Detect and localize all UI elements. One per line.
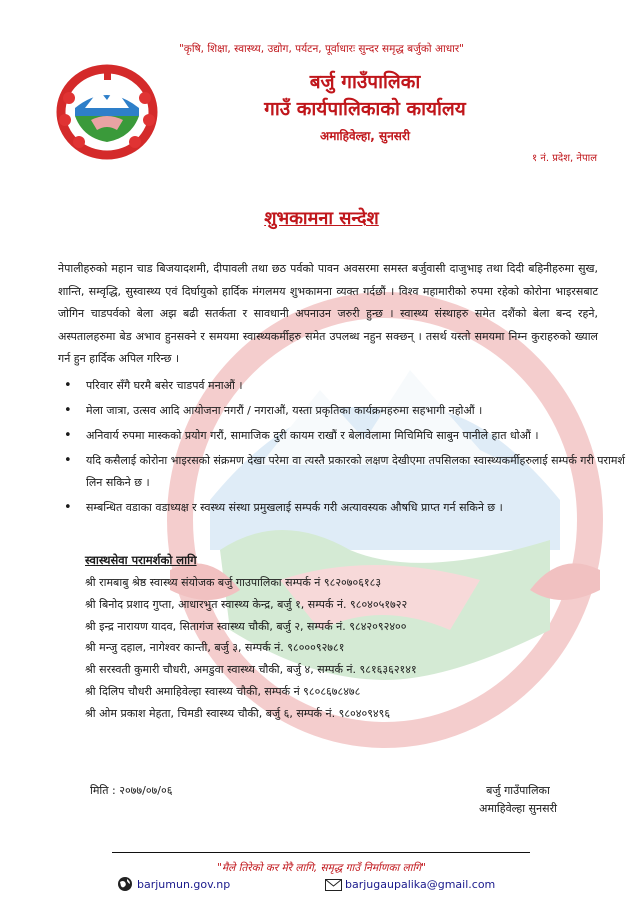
- globe-icon: [117, 876, 133, 892]
- contact-item: श्री बिनोद प्रशाद गुप्ता, आधारभुत स्वास्थ्य केन्द्र, बर्जु १, सम्पर्क नं. ९८०४०५१७२२: [85, 597, 408, 611]
- mail-icon: [325, 879, 342, 891]
- intro-paragraph: नेपालीहरुको महान चाड बिजयादशमी, दीपावली तथा छठ पर्वको पावन अवसरमा समस्त बर्जुवासी दाजुभाइ तथा दिदी बहिनीहरुमा सुख, शान्ति, सम्वृद्धि, सुस्वास्थ्य एवं दिर्घायुको हार्दिक मंगलमय शुभकामना व्यक्त गर्दछौं । विश्व महामारीको रुपमा रहेको कोरोना भाइरसबाट जोगिन चाडपर्वको बेला अझ बढी सतर्कता र सावधानी अपनाउन जरुरी हुन्छ । स्वास्थ्य संस्थाहरु समेत दशैंको बेला बन्द रहने, अस्पतालहरुमा बेड अभाव हुनसक्ने र समयमा स्वास्थ्यकर्मीहरु समेत उपलब्ध नहुन सक्छन् । तसर्थ यस्तो समयमा निम्न कुराहरुको ख्याल गर्न हुन हार्दिक अपिल गरिन्छ ।: [58, 262, 598, 365]
- list-item: • मेला जात्रा, उत्सव आदि आयोजना नगरौं / नगराऔं, यस्ता प्रकृतिका कार्यक्रमहरुमा सहभागी नहोऔं ।: [86, 400, 634, 422]
- contact-item: श्री दिलिप चौधरी अमाहिवेल्हा स्वास्थ्य चौकी, सम्पर्क नं ९८०८६७८४७८: [85, 684, 361, 698]
- office-name: गाउँ कार्यपालिकाको कार्यालय: [264, 98, 466, 120]
- signature-org: बर्जु गाउँपालिका: [486, 784, 550, 797]
- contact-item: श्री सरस्वती कुमारी चौधरी, अमडुवा स्वास्थ्य चौकी, बर्जु ४, सम्पर्क नं. ९८१६३६२१४१: [85, 663, 417, 677]
- office-location: अमाहिवेल्हा, सुनसरी: [320, 129, 410, 143]
- footer-divider: [112, 852, 530, 853]
- list-item: • सम्बन्धित वडाका वडाध्यक्ष र स्वस्थ्य संस्था प्रमुखलाई सम्पर्क गरी अत्यावस्यक औषधि प्राप्त गर्न सकिने छ ।: [86, 497, 634, 519]
- title-text: शुभकामना सन्देश: [264, 208, 379, 229]
- page-title: [0, 206, 643, 230]
- province-label: १ नं. प्रदेश, नेपाल: [531, 153, 597, 164]
- signature-location: अमाहिवेल्हा सुनसरी: [479, 802, 557, 815]
- list-item: • अनिवार्य रुपमा मास्कको प्रयोग गरौं, सामाजिक दुरी कायम राखौं र बेलावेलामा मिचिमिचि साबुन पानीले हात धोऔं ।: [86, 425, 634, 447]
- date-label: मिति : २०७७/०७/०६: [90, 784, 173, 797]
- contact-item: श्री इन्द्र नारायण यादव, सितागंज स्वास्थ्य चौकी, बर्जु २, सम्पर्क नं. ९८४२०९२४००: [85, 619, 407, 633]
- contact-list: [85, 572, 605, 725]
- email-link[interactable]: barjugaupalika@gmail.com: [345, 878, 496, 891]
- contact-item: श्री मन्जु दहाल, नागेश्वर कान्ती, बर्जु ३, सम्पर्क नं. ९८०००९२७८१: [85, 641, 345, 655]
- footer-slogan: "मैले तिरेको कर मेरै लागि, समृद्ध गाउँ निर्माणका लागि": [217, 862, 426, 874]
- contact-item: श्री रामबाबु श्रेष्ठ स्वास्थ्य संयोजक बर्जु गाउपालिका सम्पर्क नं ९८२०७०६१८३: [85, 576, 382, 589]
- list-item: • यदि कसैलाई कोरोना भाइरसको संक्रमण देखा परेमा वा त्यस्तै प्रकारको लक्षण देखीएमा तपसिलका स्वास्थ्यकर्मीहरुलाई सम्पर्क गरी परामर्श लिन सकिने छ ।: [86, 450, 634, 494]
- list-item: • परिवार सँगै घरमै बसेर चाडपर्व मनाऔं ।: [86, 375, 634, 397]
- org-name: बर्जु गाउँपालिका: [309, 71, 421, 93]
- header-motto: "कृषि, शिक्षा, स्वास्थ्य, उद्योग, पर्यटन, पूर्वाधारः सुन्दर समृद्ध बर्जुको आधार": [178, 43, 465, 55]
- contact-item: श्री ओम प्रकाश मेहता, चिमडी स्वास्थ्य चौकी, बर्जु ६, सम्पर्क नं. ९८०४०९४९६: [85, 706, 391, 720]
- advice-list: [58, 375, 634, 522]
- website-link[interactable]: barjumun.gov.np: [137, 878, 231, 891]
- advisory-heading: स्वास्थसेवा परामर्शको लागि: [85, 553, 197, 567]
- nepal-emblem-icon: [55, 60, 160, 160]
